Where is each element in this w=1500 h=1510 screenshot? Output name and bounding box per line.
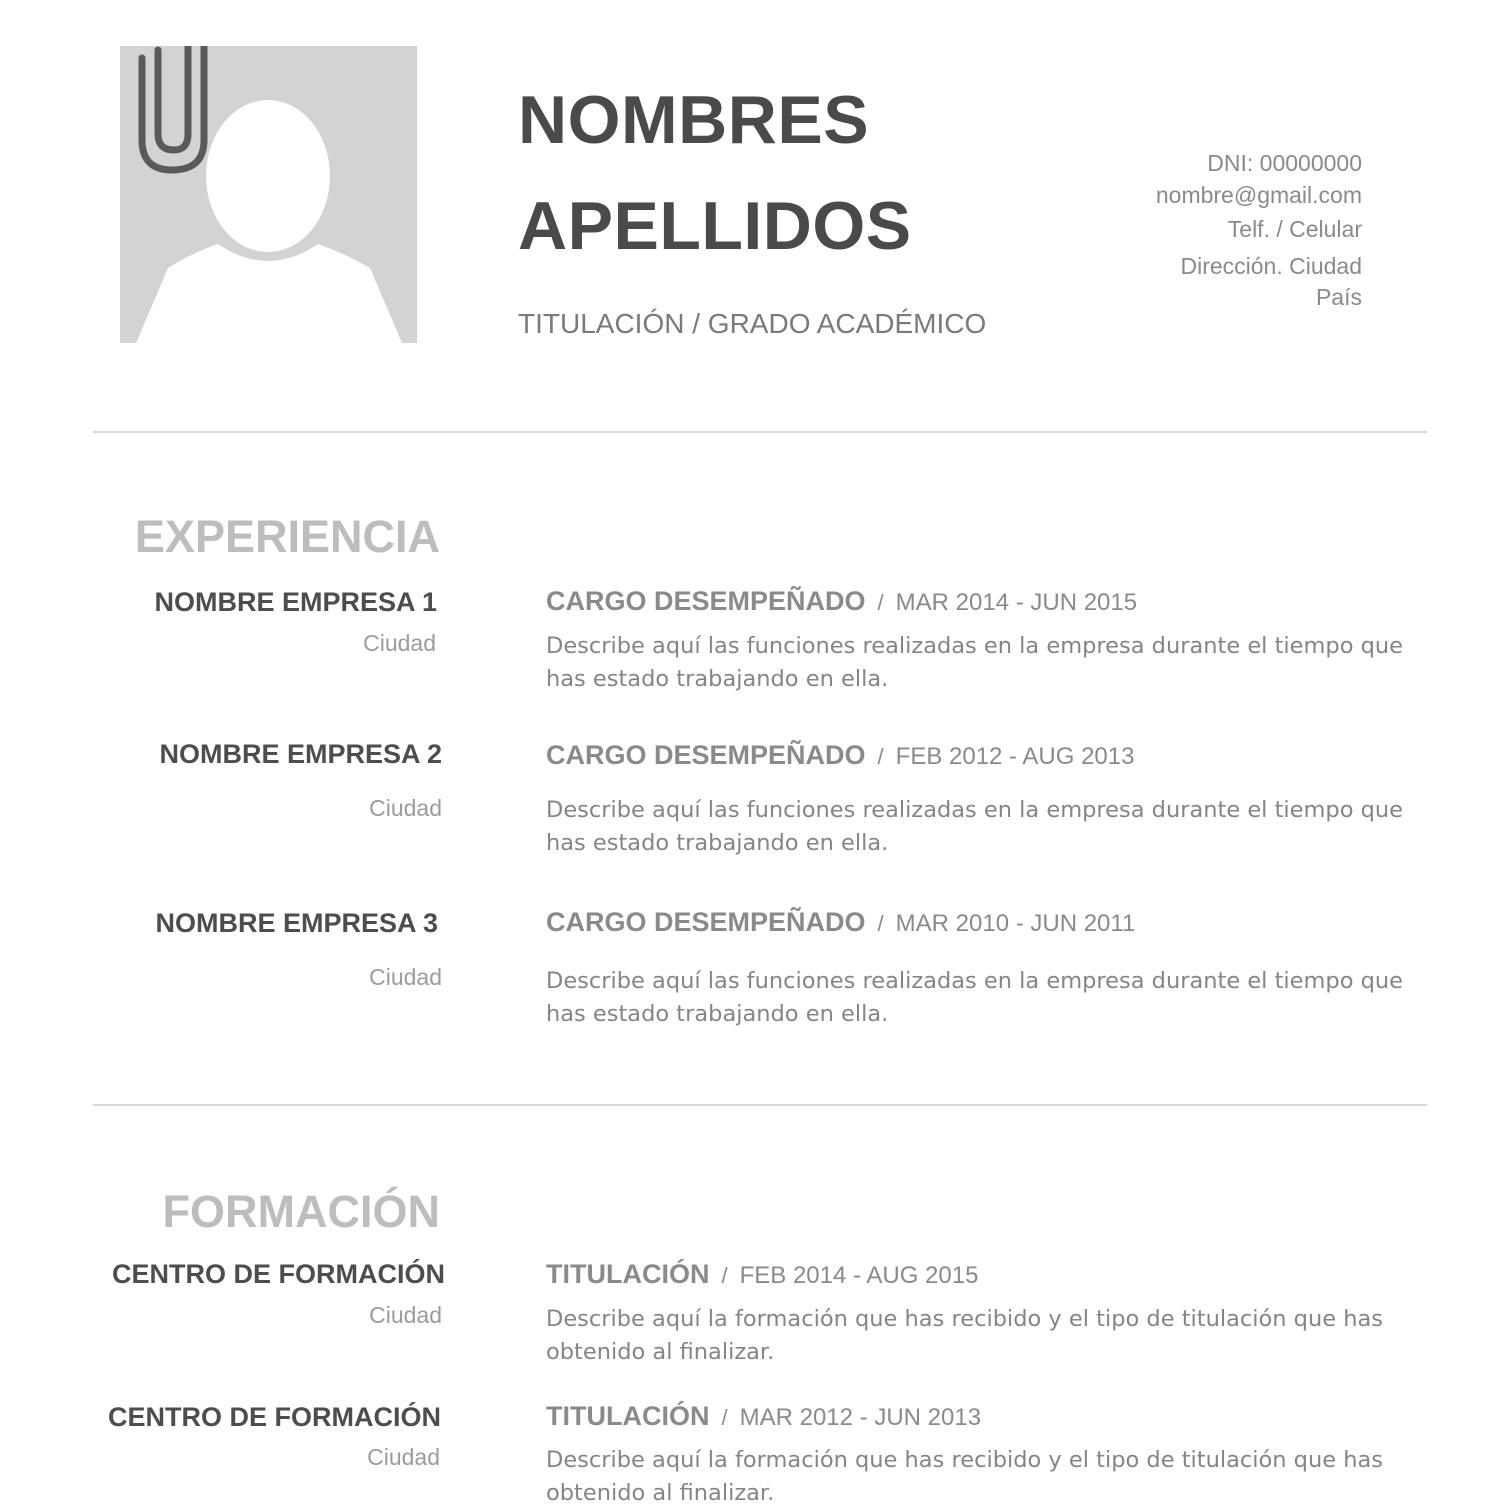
company-name: NOMBRE EMPRESA 1 bbox=[154, 587, 437, 617]
education-degree: TITULACIÓN bbox=[546, 1259, 710, 1289]
education-center: CENTRO DE FORMACIÓN bbox=[112, 1259, 445, 1289]
separator: / bbox=[721, 1263, 728, 1288]
company-city: Ciudad bbox=[363, 630, 436, 656]
contact-email[interactable]: nombre@gmail.com bbox=[1155, 182, 1362, 208]
job-dates: FEB 2012 - AUG 2013 bbox=[895, 743, 1135, 770]
job-role: CARGO DESEMPEÑADO bbox=[546, 907, 866, 937]
education-degree: TITULACIÓN bbox=[546, 1401, 710, 1431]
academic-degree: TITULACIÓN / GRADO ACADÉMICO bbox=[518, 308, 987, 339]
education-dates: MAR 2012 - JUN 2013 bbox=[739, 1404, 982, 1431]
separator: / bbox=[877, 590, 884, 615]
education-degree-line bbox=[546, 1403, 981, 1430]
separator: / bbox=[877, 744, 884, 769]
job-role-line bbox=[546, 588, 1137, 615]
education-city: Ciudad bbox=[369, 1302, 442, 1328]
job-description: Describe aquí las funciones realizadas en la empresa durante el tiempo que has estado trabajando en ella. bbox=[546, 797, 1403, 856]
last-name: APELLIDOS bbox=[518, 188, 912, 264]
education-city: Ciudad bbox=[367, 1444, 440, 1470]
experience-section-title: EXPERIENCIA bbox=[134, 511, 440, 562]
avatar-silhouette-icon bbox=[120, 46, 417, 343]
education-section-title: FORMACIÓN bbox=[162, 1186, 440, 1237]
contact-phone: Telf. / Celular bbox=[1227, 216, 1362, 242]
profile-photo-placeholder bbox=[120, 46, 417, 343]
education-description: Describe aquí la formación que has recibido y el tipo de titulación que has obtenido al finalizar. bbox=[546, 1306, 1383, 1365]
job-dates: MAR 2010 - JUN 2011 bbox=[895, 910, 1136, 937]
job-description: Describe aquí las funciones realizadas en la empresa durante el tiempo que has estado trabajando en ella. bbox=[546, 968, 1403, 1027]
separator: / bbox=[877, 911, 884, 936]
header-divider bbox=[93, 431, 1427, 433]
education-description: Describe aquí la formación que has recibido y el tipo de titulación que has obtenido al finalizar. bbox=[546, 1447, 1383, 1506]
company-name: NOMBRE EMPRESA 2 bbox=[159, 739, 442, 769]
education-center: CENTRO DE FORMACIÓN bbox=[108, 1402, 441, 1432]
job-description: Describe aquí las funciones realizadas en la empresa durante el tiempo que has estado trabajando en ella. bbox=[546, 633, 1403, 692]
contact-country: País bbox=[1315, 284, 1362, 310]
job-role-line bbox=[546, 742, 1134, 769]
separator: / bbox=[721, 1405, 728, 1430]
job-role: CARGO DESEMPEÑADO bbox=[546, 586, 866, 616]
education-degree-line bbox=[546, 1261, 978, 1288]
job-role: CARGO DESEMPEÑADO bbox=[546, 740, 866, 770]
contact-address: Dirección. Ciudad bbox=[1180, 253, 1362, 279]
company-city: Ciudad bbox=[369, 795, 442, 821]
company-name: NOMBRE EMPRESA 3 bbox=[155, 908, 438, 938]
education-dates: FEB 2014 - AUG 2015 bbox=[739, 1262, 979, 1289]
first-name: NOMBRES bbox=[518, 82, 870, 158]
contact-dni: DNI: 00000000 bbox=[1207, 150, 1362, 176]
job-dates: MAR 2014 - JUN 2015 bbox=[895, 589, 1138, 616]
company-city: Ciudad bbox=[369, 964, 442, 990]
section-divider bbox=[93, 1104, 1427, 1106]
job-role-line bbox=[546, 909, 1135, 936]
